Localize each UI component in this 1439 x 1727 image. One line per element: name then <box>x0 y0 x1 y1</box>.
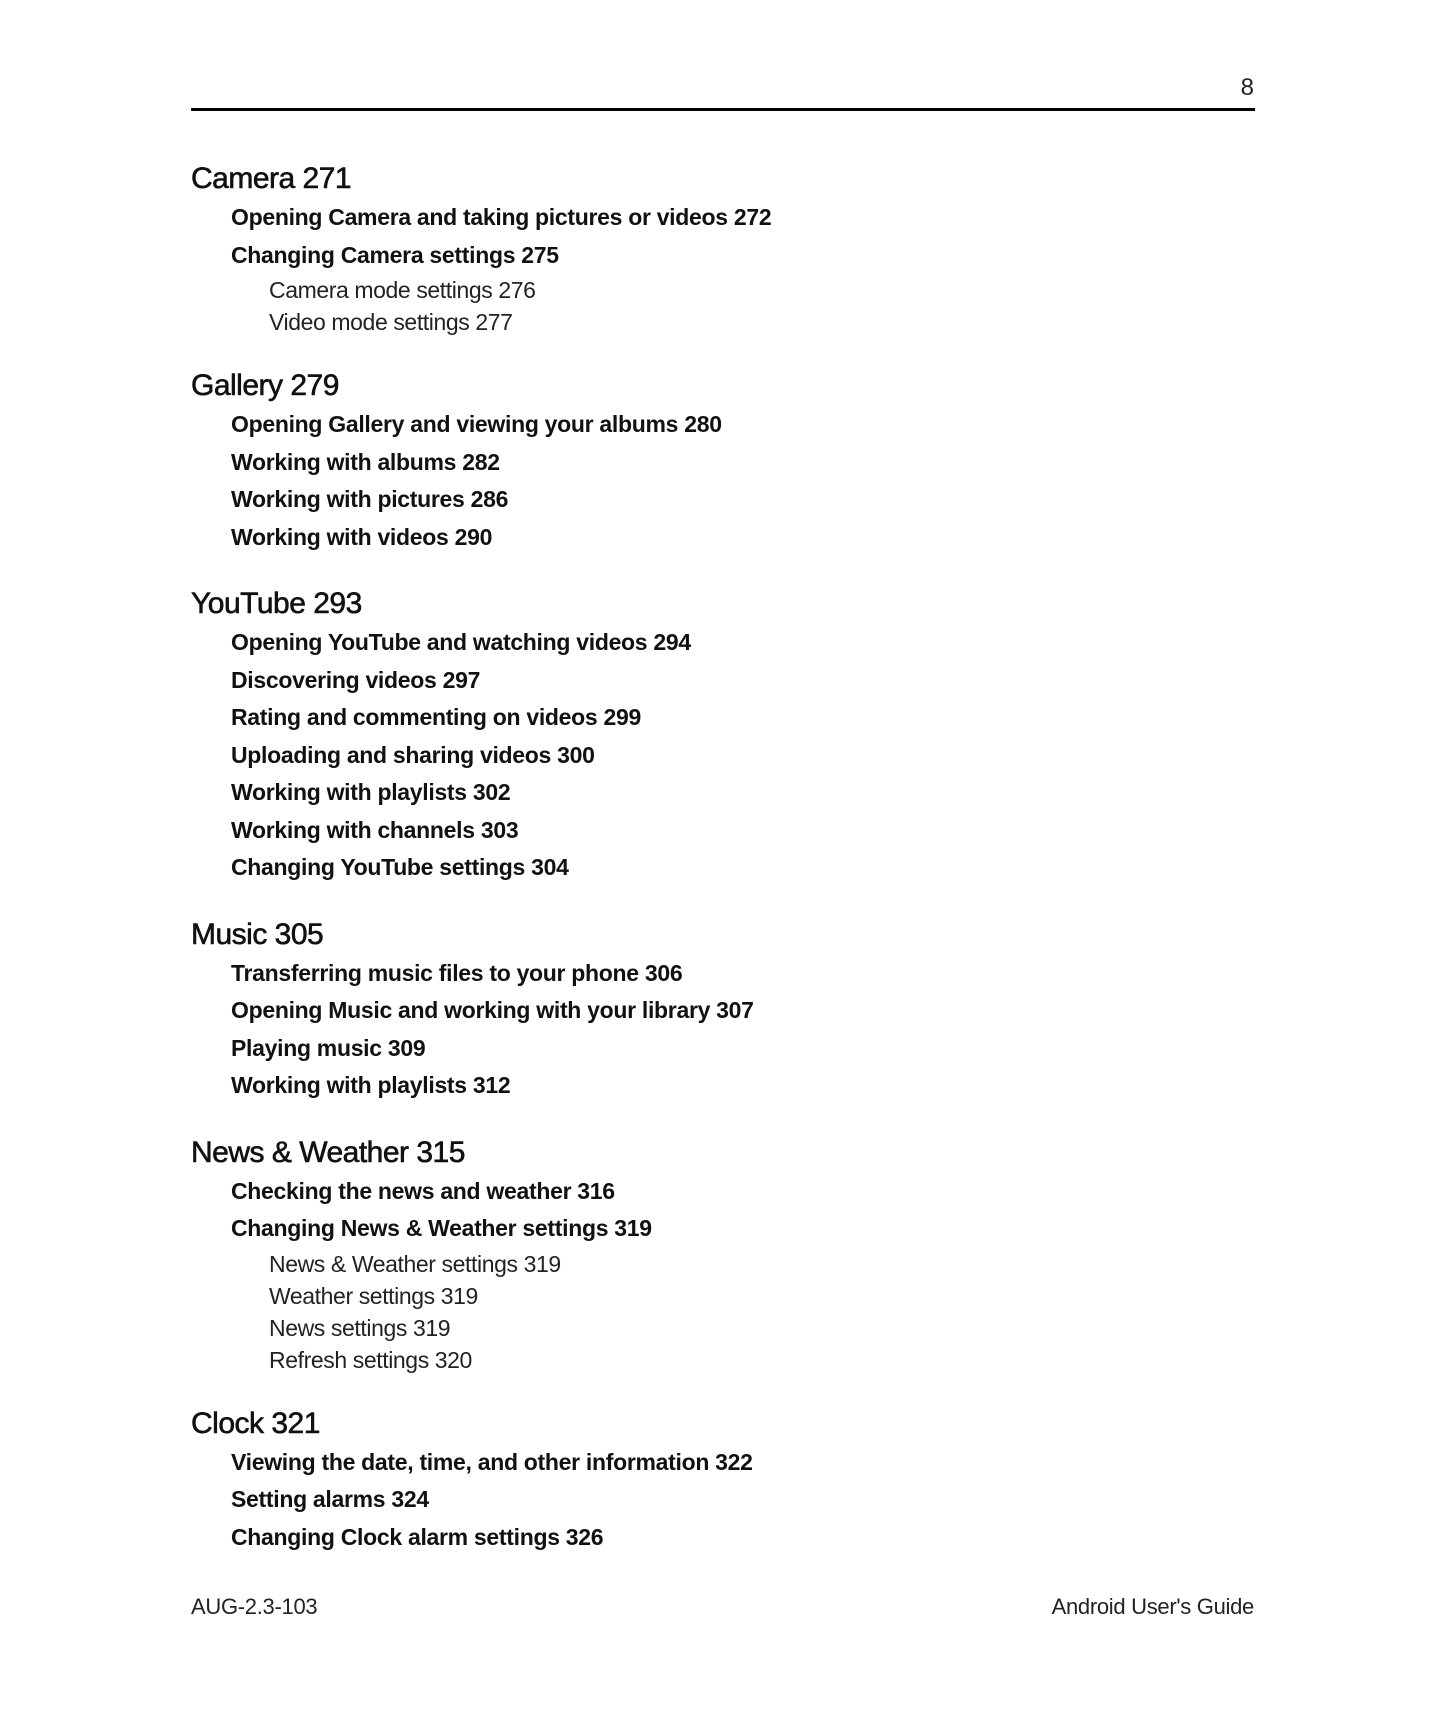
toc-subsection-entry[interactable]: News & Weather settings 319 <box>269 1250 561 1277</box>
toc-section-entry[interactable]: Working with channels 303 <box>231 816 519 843</box>
toc-section <box>191 584 1255 887</box>
toc-section-entry[interactable]: Viewing the date, time, and other information 322 <box>231 1448 753 1475</box>
toc-section-entry[interactable]: Discovering videos 297 <box>231 666 481 693</box>
toc-chapter-heading[interactable]: Clock 321 <box>191 1406 320 1440</box>
footer-doc-id: AUG-2.3-103 <box>191 1594 318 1619</box>
toc-section-entry[interactable]: Working with albums 282 <box>231 448 500 475</box>
toc-section-entry[interactable]: Changing Camera settings 275 <box>231 241 559 268</box>
toc-subsection-entry[interactable]: Weather settings 319 <box>269 1282 478 1309</box>
toc-section-entry[interactable]: Opening Camera and taking pictures or videos 272 <box>231 204 772 230</box>
toc-subsection-entry[interactable]: News settings 319 <box>269 1314 451 1341</box>
toc-section <box>191 915 1255 1105</box>
toc-section-entry[interactable]: Opening Gallery and viewing your albums 280 <box>231 411 722 437</box>
toc-section <box>191 1133 1255 1376</box>
toc-subsection-entry[interactable]: Camera mode settings 276 <box>269 277 536 303</box>
toc-section-entry[interactable]: Changing News & Weather settings 319 <box>231 1215 652 1241</box>
footer-guide-title: Android User's Guide <box>1051 1594 1254 1619</box>
toc-section-entry[interactable]: Changing YouTube settings 304 <box>231 854 569 880</box>
toc-section-entry[interactable]: Working with pictures 286 <box>231 486 509 512</box>
toc-section-entry[interactable]: Opening YouTube and watching videos 294 <box>231 629 691 655</box>
page-number: 8 <box>1240 74 1254 101</box>
header-rule <box>191 108 1255 111</box>
toc-subsection-entry[interactable]: Refresh settings 320 <box>269 1346 472 1373</box>
toc-chapter-heading[interactable]: News & Weather 315 <box>191 1135 465 1169</box>
toc-chapter-heading[interactable]: Gallery 279 <box>191 369 339 402</box>
toc-section-entry[interactable]: Working with playlists 302 <box>231 779 511 805</box>
toc-section <box>191 1404 1255 1557</box>
toc-section-entry[interactable]: Working with videos 290 <box>231 523 493 550</box>
toc-chapter-heading[interactable]: YouTube 293 <box>191 587 362 620</box>
toc-chapter-heading[interactable]: Music 305 <box>191 917 324 951</box>
toc-section-entry[interactable]: Transferring music files to your phone 306 <box>231 959 683 986</box>
toc-section-entry[interactable]: Uploading and sharing videos 300 <box>231 741 595 768</box>
toc-section-entry[interactable]: Working with playlists 312 <box>231 1072 511 1098</box>
table-of-contents <box>191 159 1255 1584</box>
toc-subsection-entry[interactable]: Video mode settings 277 <box>269 309 513 335</box>
toc-section-entry[interactable]: Setting alarms 324 <box>231 1486 429 1512</box>
toc-section-entry[interactable]: Checking the news and weather 316 <box>231 1177 615 1204</box>
toc-section-entry[interactable]: Playing music 309 <box>231 1034 426 1061</box>
toc-section-entry[interactable]: Opening Music and working with your library 307 <box>231 997 754 1023</box>
toc-section <box>191 159 1255 338</box>
toc-section <box>191 366 1255 556</box>
toc-chapter-heading[interactable]: Camera 271 <box>191 162 352 195</box>
toc-section-entry[interactable]: Changing Clock alarm settings 326 <box>231 1523 604 1550</box>
toc-section-entry[interactable]: Rating and commenting on videos 299 <box>231 704 641 730</box>
